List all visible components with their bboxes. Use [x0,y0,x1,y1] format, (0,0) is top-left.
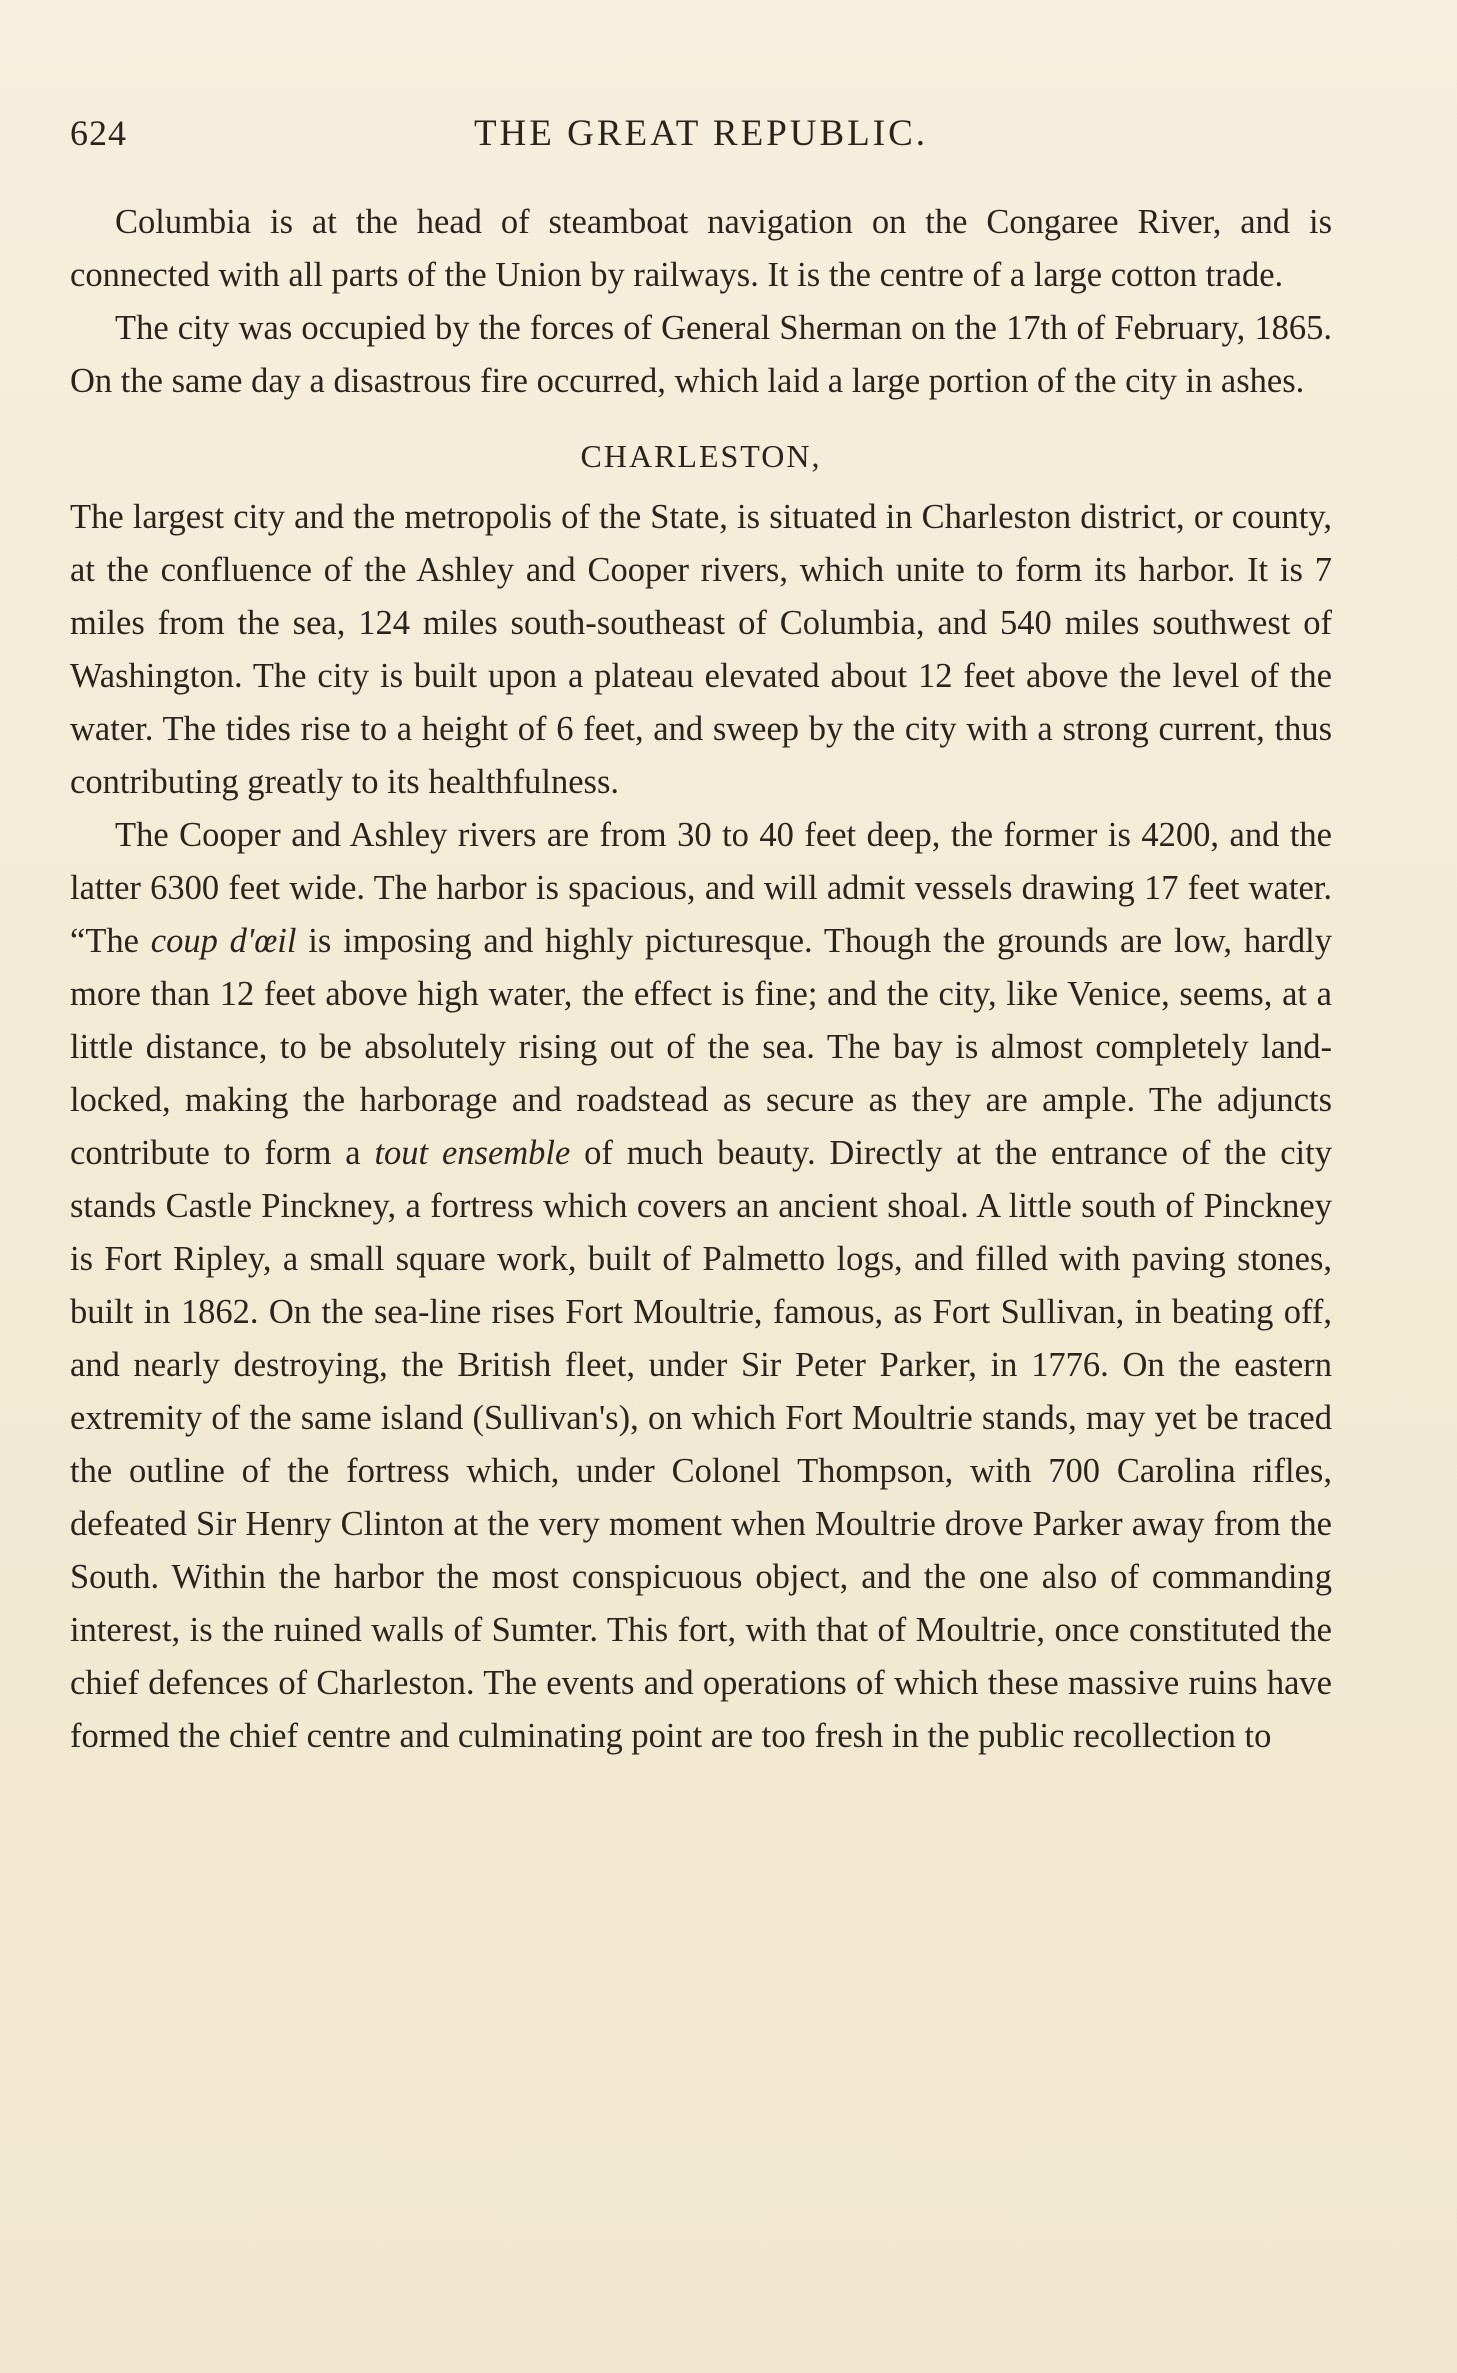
paragraph-charleston-description: The largest city and the metropolis of the State, is situated in Charleston district, or county, at the confluence of the Ashley and Cooper rivers, which unite to form its harbor. It is 7 miles from the sea, 124 miles south-southeast of Columbia, and 540 miles southwest of Washington. The city is built upon a plateau elevated about 12 feet above the level of the water. The tides rise to a height of 6 feet, and sweep by the city with a strong current, thus contributing greatly to its healthfulness. [70,498,1332,801]
harbor-text-part-1: The Cooper and Ashley rivers are from 30 to 40 feet deep, the former is 4200, and the latter 6300 feet wide. The harbor is spacious, and will admit vessels drawing 17 feet water. “The [70,816,1332,960]
harbor-text-part-3: of much beauty. Directly at the entrance of the city stands Castle Pinckney, a fortress which covers an ancient shoal. A little south of Pinckney is Fort Ripley, a small square work, built of Palmetto logs, and filled with paving stones, built in 1862. On the sea-line rises Fort Moultrie, famous, as Fort Sullivan, in beating off, and nearly destroying, the British fleet, under Sir Peter Parker, in 1776. On the eastern extremity of the same island (Sullivan's), on which Fort Moultrie stands, may yet be traced the outline of the fortress which, under Colonel Thompson, with 700 Carolina rifles, defeated Sir Henry Clinton at the very moment when Moultrie drove Parker away from the South. Within the harbor the most conspicuous object, and the one also of commanding interest, is the ruined walls of Sumter. This fort, with that of Moultrie, once constituted the chief defences of Charleston. The events and operations of which these massive ruins have formed the chief centre and culminating point are too fresh in the public recollection to [70,1134,1332,1755]
running-title: THE GREAT REPUBLIC. [473,113,929,154]
section-heading-charleston: CHARLESTON, [580,438,822,474]
italic-phrase-tout-ensemble: tout ensemble [374,1134,571,1172]
italic-phrase-coup-doeil: coup d'œil [150,922,297,960]
body-text [70,196,1332,1763]
paragraph-columbia-navigation: Columbia is at the head of steamboat navigation on the Congaree River, and is connected with all parts of the Union by railways. It is the centre of a large cotton trade. [70,203,1332,294]
page-header [70,112,1332,168]
page-number: 624 [70,113,127,153]
paragraph-columbia-occupation: The city was occupied by the forces of General Sherman on the 17th of February, 1865. On the same day a disastrous fire occurred, which laid a large portion of the city in ashes. [70,309,1332,400]
paragraph-charleston-harbor [70,809,1332,1763]
harbor-text-part-2: is imposing and highly picturesque. Though the grounds are low, hardly more than 12 feet above high water, the effect is fine; and the city, like Venice, seems, at a little distance, to be absolutely rising out of the sea. The bay is almost completely land-locked, making the harborage and roadstead as secure as they are ample. The adjuncts contribute to form a [70,922,1333,1172]
